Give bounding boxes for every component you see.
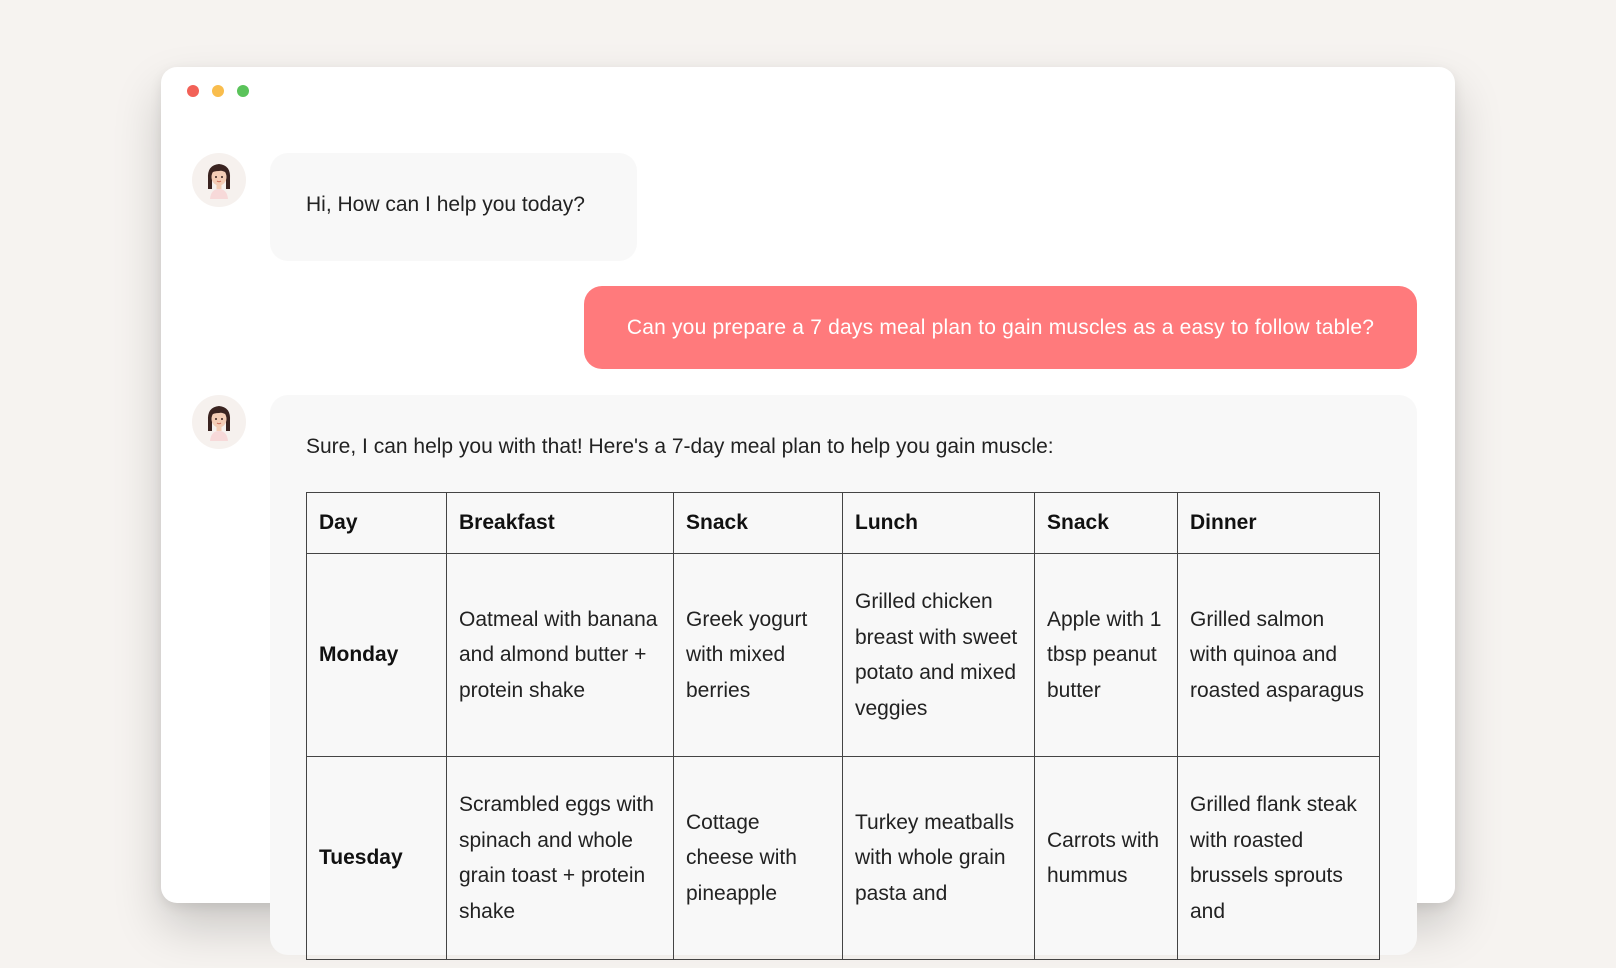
table-header: Lunch <box>843 493 1035 554</box>
snack-cell: Apple with 1 tbsp peanut butter <box>1035 554 1178 757</box>
chat-window <box>161 67 1455 923</box>
day-cell: Monday <box>307 554 447 757</box>
maximize-window-button[interactable] <box>237 85 249 97</box>
table-row <box>307 757 1380 960</box>
table-header-row <box>307 493 1380 554</box>
user-request-text: Can you prepare a 7 days meal plan to gain muscles as a easy to follow table? <box>626 315 1375 339</box>
snack-cell: Greek yogurt with mixed berries <box>674 554 843 757</box>
assistant-greeting-text: Hi, How can I help you today? <box>306 193 585 216</box>
assistant-message-bubble <box>270 153 637 261</box>
assistant-avatar <box>192 153 246 207</box>
assistant-reply-intro: Sure, I can help you with that! Here's a 7-day meal plan to help you gain muscle: <box>306 435 1054 458</box>
dinner-cell: Grilled salmon with quinoa and roasted asparagus <box>1178 554 1380 757</box>
girl-avatar-icon <box>204 403 234 441</box>
assistant-avatar <box>192 395 246 449</box>
table-row <box>307 554 1380 757</box>
minimize-window-button[interactable] <box>212 85 224 97</box>
breakfast-cell: Scrambled eggs with spinach and whole grain toast + protein shake <box>447 757 674 960</box>
table-header: Snack <box>1035 493 1178 554</box>
user-message-bubble <box>584 286 1417 369</box>
table-header: Dinner <box>1178 493 1380 554</box>
meal-plan-table <box>306 492 1380 960</box>
window-controls <box>187 85 249 97</box>
dinner-cell: Grilled flank steak with roasted brussels sprouts and <box>1178 757 1380 960</box>
table-header: Day <box>307 493 447 554</box>
table-header: Breakfast <box>447 493 674 554</box>
close-window-button[interactable] <box>187 85 199 97</box>
snack-cell: Cottage cheese with pineapple <box>674 757 843 960</box>
breakfast-cell: Oatmeal with banana and almond butter + protein shake <box>447 554 674 757</box>
assistant-reply-bubble <box>270 395 1417 955</box>
girl-avatar-icon <box>204 161 234 199</box>
lunch-cell: Turkey meatballs with whole grain pasta and <box>843 757 1035 960</box>
day-cell: Tuesday <box>307 757 447 960</box>
lunch-cell: Grilled chicken breast with sweet potato and mixed veggies <box>843 554 1035 757</box>
table-header: Snack <box>674 493 843 554</box>
snack-cell: Carrots with hummus <box>1035 757 1178 960</box>
